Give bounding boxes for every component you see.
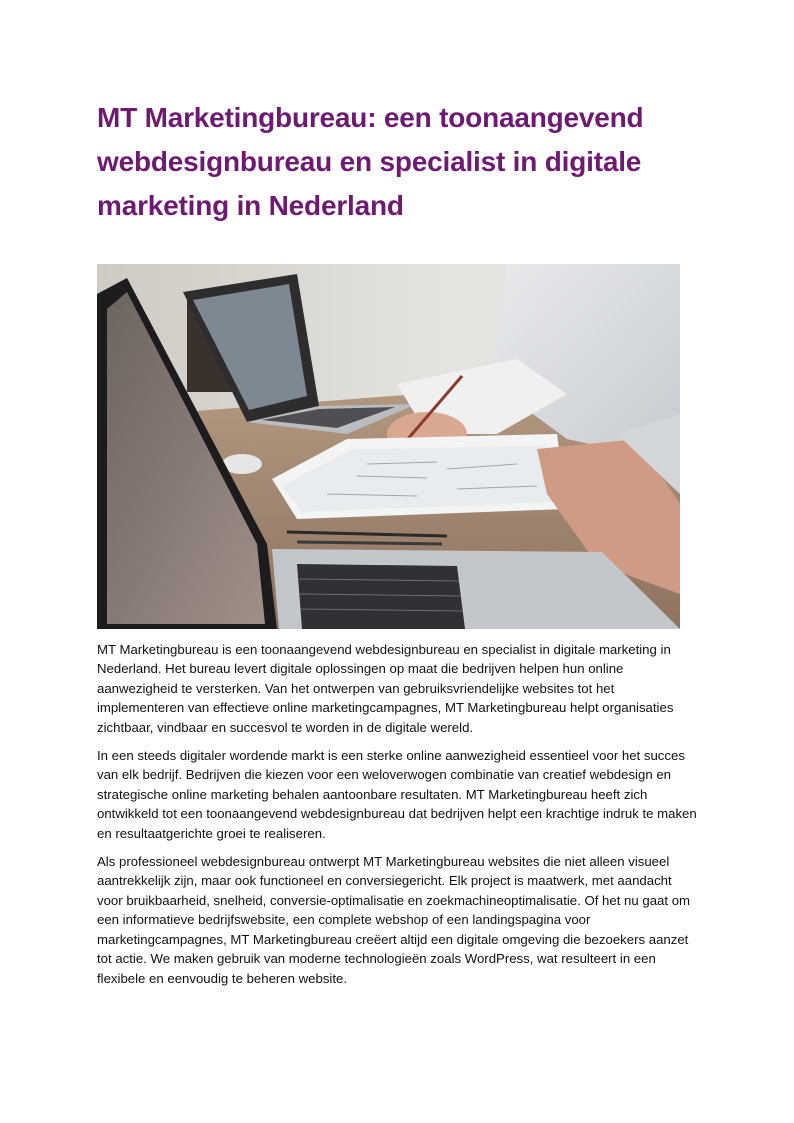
article-body [97, 640, 697, 997]
hero-photo-laptops-meeting [97, 264, 680, 629]
paragraph-1: MT Marketingbureau is een toonaangevend webdesignbureau en specialist in digitale marketing in Nederland. Het bureau levert digitale oplossingen op maat die bedrijven helpen hun online aanwezigheid te versterken. Van het ontwerpen van gebruiksvriendelijke websites tot het implementeren van effectieve online marketingcampagnes, MT Marketingbureau helpt organisaties zichtbaar, vindbaar en succesvol te worden in de digitale wereld. [97, 642, 674, 735]
page-title: MT Marketingbureau: een toonaangevend webdesignbureau en specialist in digitale marketing in Nederland [97, 102, 644, 221]
paragraph-3: Als professioneel webdesignbureau ontwerpt MT Marketingbureau websites die niet alleen visueel aantrekkelijk zijn, maar ook functioneel en conversiegericht. Elk project is maatwerk, met aandacht voor bruikbaarheid, snelheid, conversie-optimalisatie en zoekmachineoptimalisatie. Of het nu gaat om een informatieve bedrijfswebsite, een complete webshop of een landingspagina voor marketingcampagnes, MT Marketingbureau creëert altijd een digitale omgeving die bezoekers aanzet tot actie. We maken gebruik van moderne technologieën zoals WordPress, wat resulteert in een flexibele en eenvoudig te beheren website. [97, 854, 691, 986]
paragraph-2: In een steeds digitaler wordende markt is een sterke online aanwezigheid essentieel voor het succes van elk bedrijf. Bedrijven die kiezen voor een weloverwogen combinatie van creatief webdesign en strategische online marketing behalen aantoonbare resultaten. MT Marketingbureau heeft zich ontwikkeld tot een toonaangevend webdesignbureau dat bedrijven helpt een krachtige indruk te maken en resultaatgerichte groei te realiseren. [97, 748, 697, 841]
document-page [97, 96, 697, 986]
